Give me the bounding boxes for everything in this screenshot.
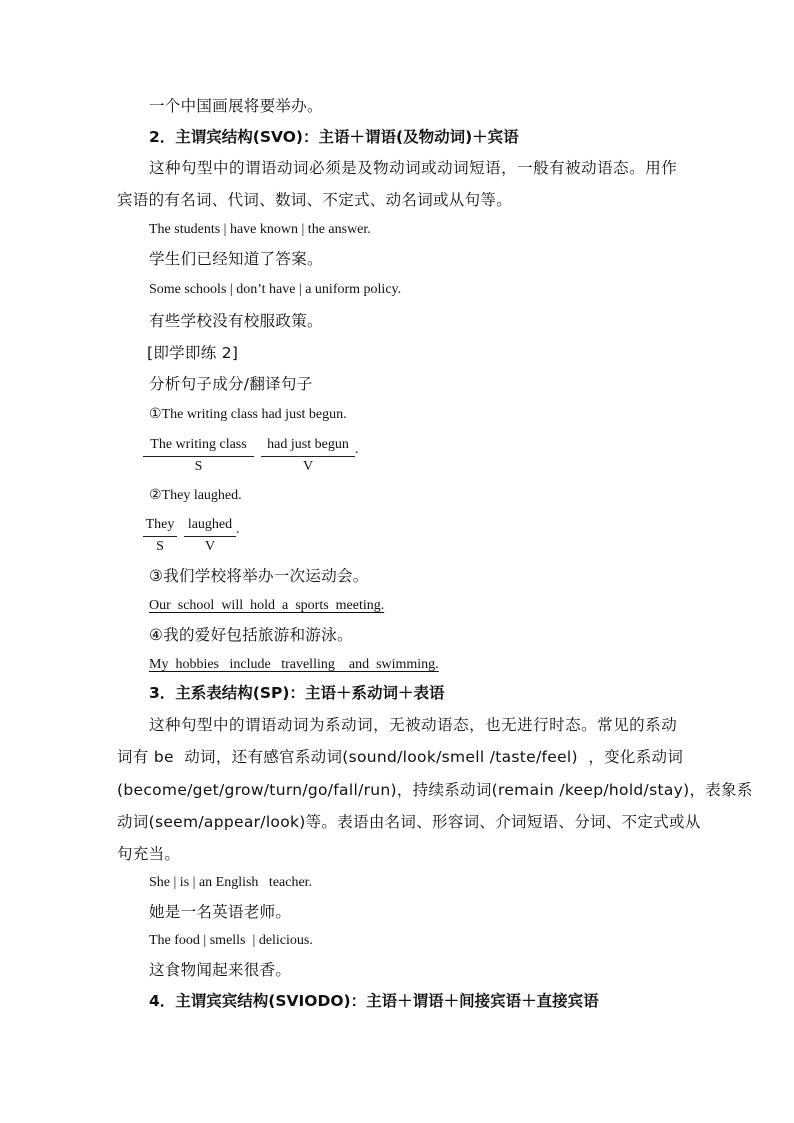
exercise-instruction: 分析句子成分/翻译句子 — [149, 375, 313, 393]
section-heading-sviodo: 4．主谓宾宾结构(SVIODO)：主语＋谓语＋间接宾语＋直接宾语 — [149, 992, 599, 1010]
practice-label: [即学即练 2] — [147, 344, 239, 362]
paragraph-line: 宾语的有名词、代词、数词、不定式、动名词或从句等。 — [117, 191, 513, 209]
verb-tag: V — [204, 539, 216, 554]
subject-segment — [143, 515, 177, 557]
example-translation: 这食物闻起来很香。 — [149, 961, 292, 979]
paragraph-line: 这种句型中的谓语动词为系动词，无被动语态，也无进行时态。常见的系动 — [149, 716, 677, 734]
period-mark: . — [355, 442, 359, 457]
section-heading-svo: 2．主谓宾结构(SVO)：主语＋谓语(及物动词)＋宾语 — [149, 128, 519, 146]
verb-words: had just begun — [261, 435, 355, 457]
verb-words: laughed — [184, 515, 236, 537]
paragraph-line: 句充当。 — [117, 845, 181, 863]
example-sentence: Some schools | don’t have | a uniform policy. — [149, 282, 402, 297]
exercise-question: ②They laughed. — [149, 488, 242, 503]
example-sentence: The students | have known | the answer. — [149, 222, 371, 237]
paragraph-line: 词有 be 动词，还有感官系动词(sound/look/smell /taste/feel) ，变化系动词 — [117, 748, 684, 766]
text-line: 一个中国画展将要举办。 — [149, 97, 323, 115]
example-sentence: She | is | an English teacher. — [149, 875, 313, 890]
subject-words: The writing class — [143, 435, 254, 457]
exercise-answer: My hobbies include travelling and swimming. — [149, 657, 439, 672]
subject-tag: S — [156, 539, 164, 554]
example-translation: 学生们已经知道了答案。 — [149, 250, 323, 268]
period-mark: . — [236, 522, 240, 537]
paragraph-line: 动词(seem/appear/look)等。表语由名词、形容词、介词短语、分词、不定式或从 — [117, 813, 701, 831]
subject-segment — [143, 435, 254, 477]
verb-segment — [261, 435, 355, 477]
verb-segment — [184, 515, 236, 557]
example-translation: 有些学校没有校服政策。 — [149, 312, 323, 330]
paragraph-line: 这种句型中的谓语动词必须是及物动词或动词短语，一般有被动语态。用作 — [149, 159, 677, 177]
subject-tag: S — [194, 459, 203, 474]
exercise-question: ③我们学校将举办一次运动会。 — [149, 567, 369, 585]
example-translation: 她是一名英语老师。 — [149, 903, 292, 921]
exercise-answer: Our school will hold a sports meeting. — [149, 598, 385, 613]
paragraph-line: (become/get/grow/turn/go/fall/run)，持续系动词(remain /keep/hold/stay)，表象系 — [117, 781, 753, 799]
subject-words: They — [143, 515, 177, 537]
exercise-question: ④我的爱好包括旅游和游泳。 — [149, 626, 353, 644]
section-heading-sp: 3．主系表结构(SP)：主语＋系动词＋表语 — [149, 684, 445, 702]
verb-tag: V — [302, 459, 314, 474]
exercise-question: ①The writing class had just begun. — [149, 407, 347, 422]
example-sentence: The food | smells | delicious. — [149, 933, 313, 948]
